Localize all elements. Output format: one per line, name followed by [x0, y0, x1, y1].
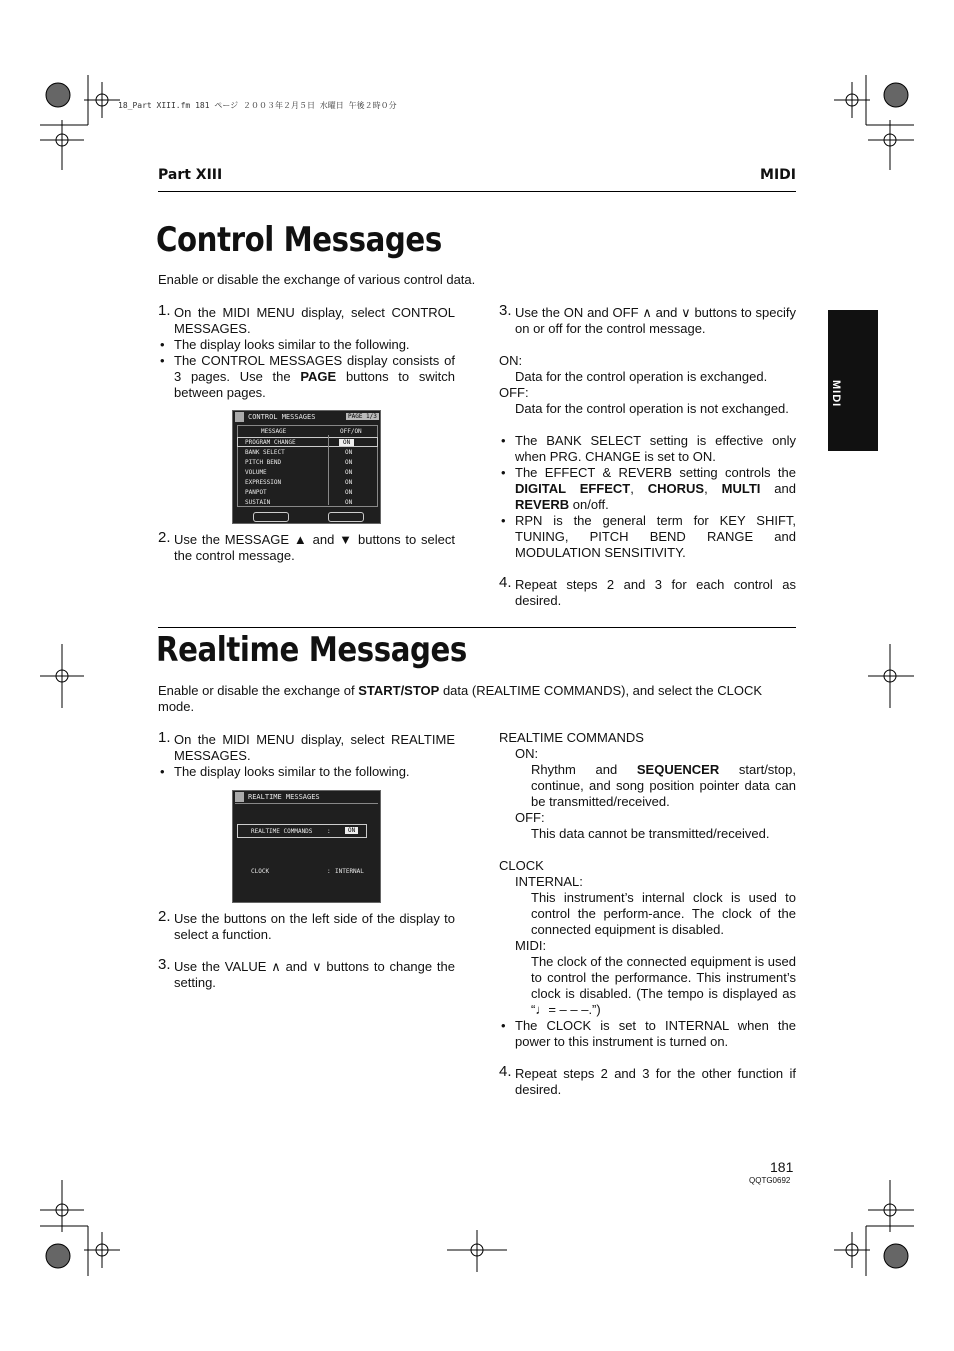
rc-off-text: This data cannot be transmitted/received. — [531, 826, 770, 841]
page-number: 181 — [770, 1159, 794, 1175]
off-label: OFF: — [499, 385, 529, 400]
rc-on-text: Rhythm and SEQUENCER start/stop, continue, and song position pointer data can be transmitted/received. — [531, 762, 796, 809]
realtime-left-steps — [158, 908, 455, 991]
realtime-title: Realtime Messages — [156, 630, 467, 670]
document-code: QQTG0692 — [749, 1176, 791, 1185]
realtime-right-column — [499, 730, 796, 1098]
control-step-2: 2. Use the MESSAGE ▲ and ▼ buttons to select the control message. — [158, 529, 455, 563]
control-title: Control Messages — [156, 220, 442, 260]
internal-label: INTERNAL: — [515, 874, 583, 889]
side-tab — [828, 310, 878, 451]
clock-note: • The CLOCK is set to INTERNAL when the power to this instrument is turned on. — [499, 1018, 796, 1050]
realtime-left-column — [158, 729, 455, 780]
control-intro: Enable or disable the exchange of various control data. — [158, 272, 476, 287]
clock-label: CLOCK — [499, 858, 544, 873]
realtime-intro: Enable or disable the exchange of START/STOP data (REALTIME COMMANDS), and select the CLOCK mode. — [158, 683, 763, 714]
control-note-1: • The BANK SELECT setting is effective only when PRG. CHANGE is set to ON. — [499, 433, 796, 465]
realtime-step-4: 4. Repeat steps 2 and 3 for the other function if desired. — [499, 1063, 796, 1097]
header-section: MIDI — [760, 167, 796, 183]
realtime-step-3: 3. Use the VALUE ∧ and ∨ buttons to change the setting. — [158, 956, 455, 990]
realtime-messages-display: REALTIME MESSAGES REALTIME COMMANDS : ON CLOCK : INTERNAL — [232, 790, 381, 903]
section-rule — [158, 627, 796, 628]
control-note-2: • The EFFECT & REVERB setting controls the DIGITAL EFFECT, CHORUS, MULTI and REVERB on/off. — [499, 465, 796, 513]
rc-on-label: ON: — [515, 746, 539, 761]
control-step-2-block — [158, 529, 455, 564]
control-bullet-1: • The display looks similar to the following. — [158, 337, 455, 353]
realtime-step-2: 2. Use the buttons on the left side of the display to select a function. — [158, 908, 455, 942]
midi-text: The clock of the connected equipment is used to control the performance. This instrument’s clock is disabled. (The tempo is displayed as “♩= – – –.”) — [531, 954, 796, 1017]
control-step-4: 4. Repeat steps 2 and 3 for each control as desired. — [499, 574, 796, 608]
rc-off-label: OFF: — [515, 810, 545, 825]
realtime-step-1: 1. On the MIDI MENU display, select REALTIME MESSAGES. — [158, 729, 455, 763]
side-tab-label: MIDI — [830, 380, 842, 408]
midi-label: MIDI: — [515, 938, 547, 953]
control-step-1: 1. On the MIDI MENU display, select CONTROL MESSAGES. — [158, 302, 455, 336]
control-note-3: • RPN is the general term for KEY SHIFT, TUNING, PITCH BEND RANGE and MODULATION SENSITIVITY. — [499, 513, 796, 561]
file-info: 18_Part XIII.fm 181 ページ ２００３年２月５日 水曜日 午後２時０分 — [118, 101, 397, 110]
internal-text: This instrument’s internal clock is used to control the perform-ance. The clock of the connected equipment is disabled. — [531, 890, 796, 937]
on-text: Data for the control operation is exchanged. — [515, 369, 768, 384]
header-rule — [158, 191, 796, 192]
header-part: Part XIII — [158, 167, 223, 183]
control-right-column — [499, 302, 796, 609]
realtime-bullet-1: • The display looks similar to the following. — [158, 764, 455, 780]
realtime-commands-label: REALTIME COMMANDS — [499, 730, 644, 745]
control-messages-display: CONTROL MESSAGES PAGE 1/3 MESSAGE OFF/ON PROGRAM CHANGE ON BANK SELECT ON PITCH BEND ON VOLUME ON EXPRESSION ON PANPOT ON SUSTAIN ON — [232, 410, 381, 524]
control-bullet-2: • The CONTROL MESSAGES display consists of 3 pages. Use the PAGE buttons to switch between pages. — [158, 353, 455, 401]
control-left-column — [158, 302, 455, 401]
on-label: ON: — [499, 353, 523, 368]
off-text: Data for the control operation is not exchanged. — [515, 401, 789, 416]
control-step-3: 3. Use the ON and OFF ∧ and ∨ buttons to specify on or off for the control message. — [499, 302, 796, 336]
